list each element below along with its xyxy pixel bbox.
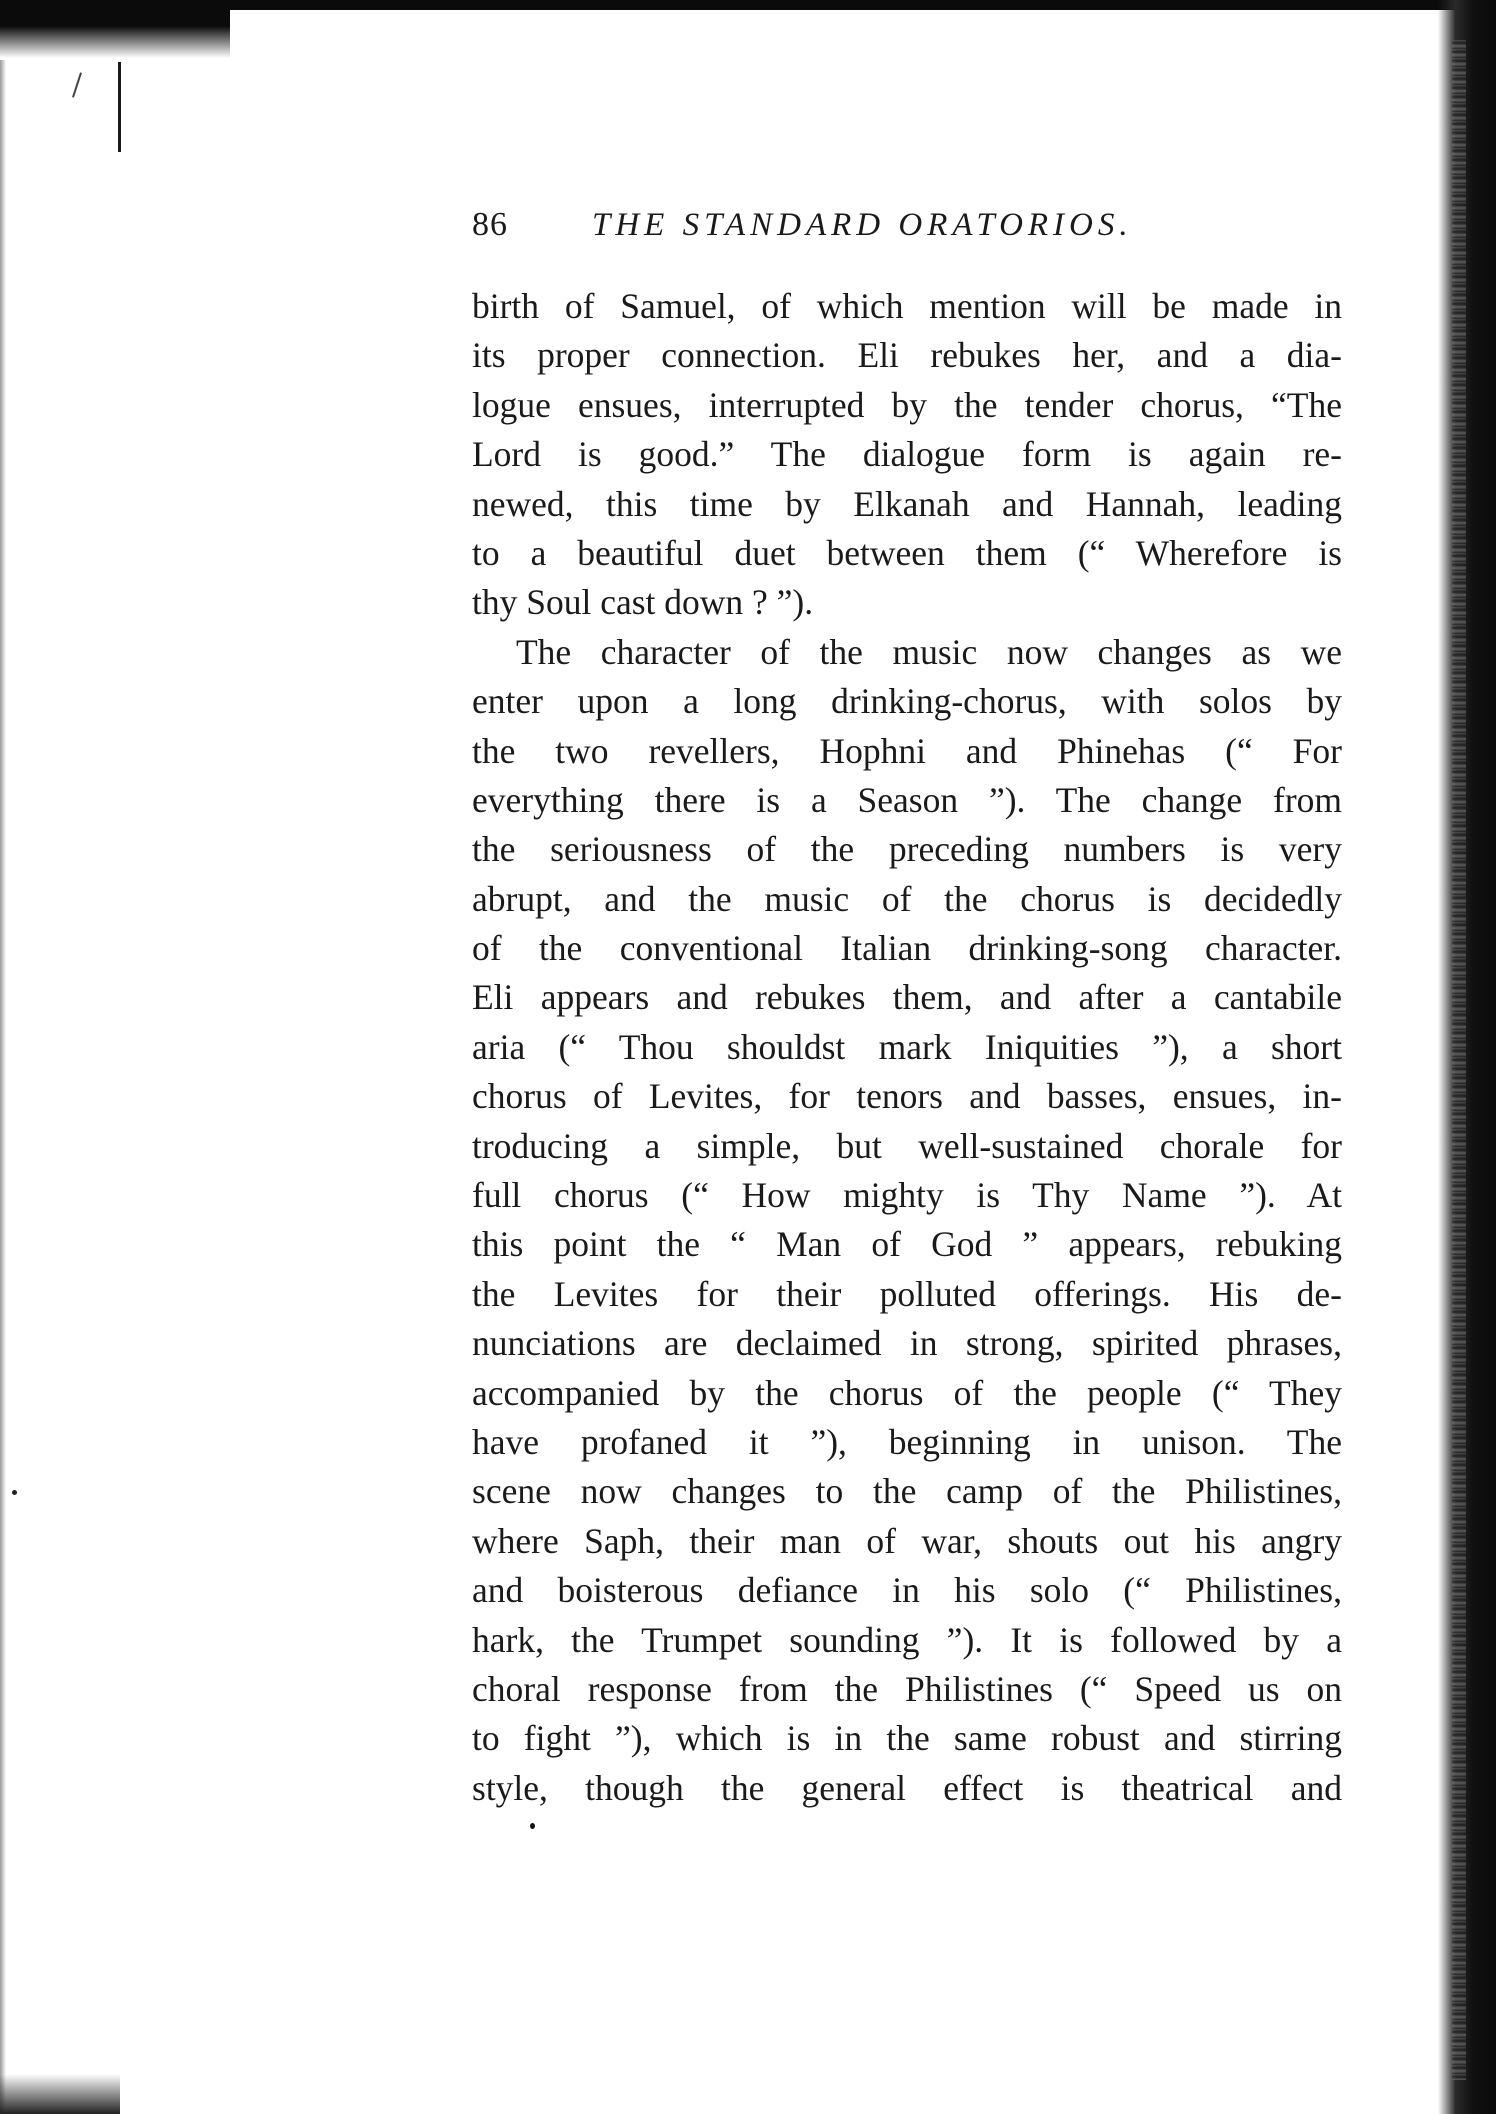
scan-shadow-bottom-left [0, 2074, 120, 2114]
scan-edge-left [0, 60, 6, 2114]
text-line: the two revellers, Hophni and Phinehas (“ For [472, 730, 1342, 771]
scan-border-right [1438, 0, 1496, 2114]
body-text [472, 282, 1342, 1813]
text-line: abrupt, and the music of the chorus is decidedly [472, 878, 1342, 919]
text-line: logue ensues, interrupted by the tender chorus, “The [472, 384, 1342, 425]
ink-dot [530, 1823, 535, 1829]
text-line: where Saph, their man of war, shouts out his angry [472, 1520, 1342, 1561]
running-head [472, 206, 1342, 256]
scan-speck [12, 1490, 17, 1495]
text-line: its proper connection. Eli rebukes her, and a dia- [472, 335, 1342, 376]
scan-mark-left-small [72, 72, 82, 97]
page-number: 86 [472, 206, 508, 243]
running-title: THE STANDARD ORATORIOS. [592, 207, 1133, 243]
scan-page-edge-right [1452, 40, 1466, 2080]
text-line: full chorus (“ How mighty is Thy Name ”). At [472, 1175, 1342, 1216]
text-line: aria (“ Thou shouldst mark Iniquities ”), a short [472, 1026, 1342, 1067]
text-line: newed, this time by Elkanah and Hannah, leading [472, 483, 1342, 524]
text-line: enter upon a long drinking-chorus, with solos by [472, 681, 1342, 722]
text-line: Lord is good.” The dialogue form is again re- [472, 434, 1342, 475]
text-line: hark, the Trumpet sounding ”). It is followed by a [472, 1619, 1342, 1660]
text-line: nunciations are declaimed in strong, spirited phrases, [472, 1323, 1342, 1364]
scan-mark-left [118, 62, 121, 152]
text-line: thy Soul cast down ? ”). [472, 582, 814, 623]
text-line: birth of Samuel, of which mention will be made in [472, 286, 1342, 326]
paragraph-start-line: The character of the music now changes as we [516, 631, 1342, 672]
text-line: have profaned it ”), beginning in unison. The [472, 1421, 1342, 1462]
text-line: of the conventional Italian drinking-song character. [472, 928, 1342, 969]
text-line: style, though the general effect is theatrical and [472, 1767, 1342, 1808]
text-line: chorus of Levites, for tenors and basses, ensues, in- [472, 1076, 1342, 1117]
text-line: to a beautiful duet between them (“ Wherefore is [472, 532, 1342, 573]
text-line: troducing a simple, but well-sustained chorale for [472, 1125, 1342, 1166]
book-page [472, 206, 1342, 1813]
text-line: Eli appears and rebukes them, and after a cantabile [472, 977, 1342, 1018]
text-line: accompanied by the chorus of the people (“ They [472, 1372, 1342, 1413]
text-line: this point the “ Man of God ” appears, rebuking [472, 1224, 1342, 1265]
scan-shadow-top-left [0, 0, 230, 58]
text-line: the Levites for their polluted offerings. His de- [472, 1273, 1342, 1314]
text-line: the seriousness of the preceding numbers is very [472, 829, 1342, 870]
text-line: choral response from the Philistines (“ Speed us on [472, 1668, 1342, 1709]
text-line: scene now changes to the camp of the Philistines, [472, 1471, 1342, 1512]
text-line: to fight ”), which is in the same robust and stirring [472, 1718, 1342, 1759]
text-line: and boisterous defiance in his solo (“ Philistines, [472, 1570, 1342, 1611]
text-line: everything there is a Season ”). The change from [472, 779, 1342, 820]
